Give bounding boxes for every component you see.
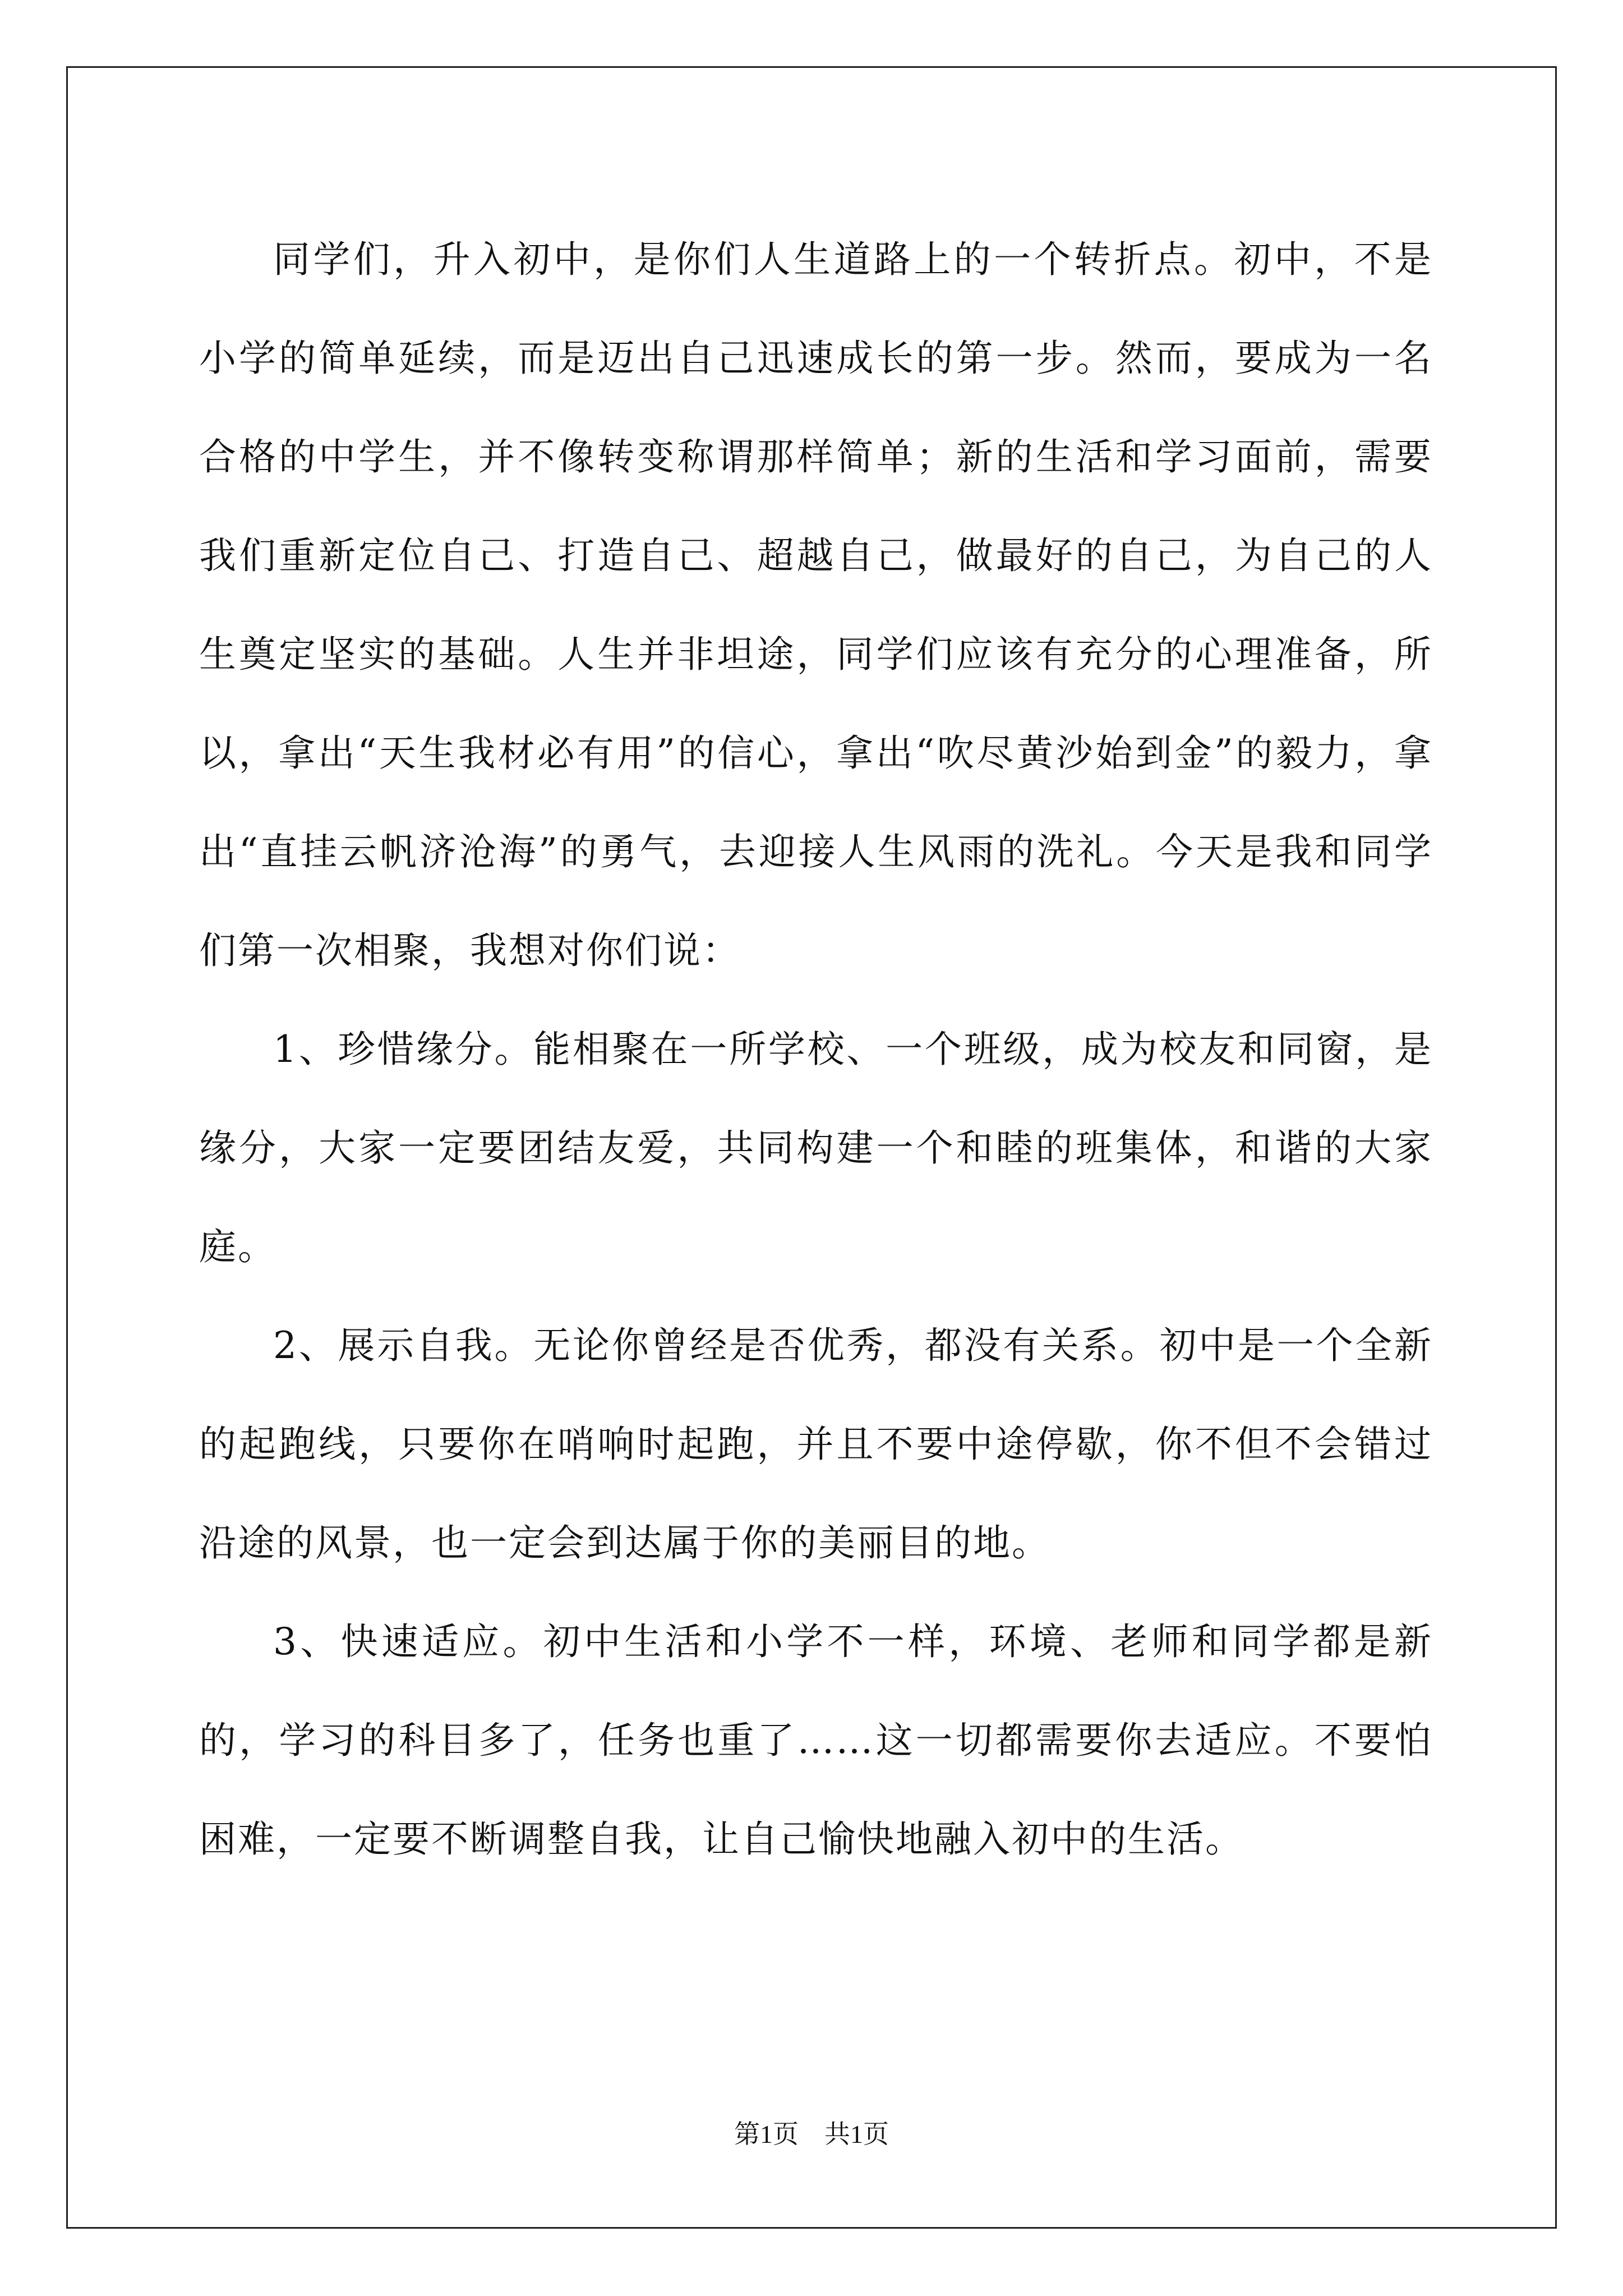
point-2-paragraph: 2、展示自我。无论你曾经是否优秀，都没有关系。初中是一个全新的起跑线，只要你在哨响时起跑，并且不要中途停歇，你不但不会错过沿途的风景，也一定会到达属于你的美丽目的地。 — [199, 1324, 1433, 1565]
intro-paragraph: 同学们，升入初中，是你们人生道路上的一个转折点。初中，不是小学的简单延续，而是迈出自己迅速成长的第一步。然而，要成为一名合格的中学生，并不像转变称谓那样简单；新的生活和学习面前，需要我们重新定位自己、打造自己、超越自己，做最好的自己，为自己的人生奠定坚实的基础。人生并非坦途，同学们应该有充分的心理准备，所以，拿出“天生我材必有用”的信心，拿出“吹尽黄沙始到金”的毅力，拿出“直挂云帆济沧海”的勇气，去迎接人生风雨的洗礼。今天是我和同学们第一次相聚，我想对你们说： — [199, 238, 1433, 972]
point-1-paragraph: 1、珍惜缘分。能相聚在一所学校、一个班级，成为校友和同窗，是缘分，大家一定要团结友爱，共同构建一个和睦的班集体，和谐的大家庭。 — [199, 1028, 1433, 1268]
document-body — [199, 210, 1433, 1889]
page-number-footer: 第1页 共1页 — [734, 2120, 889, 2148]
point-3-paragraph: 3、快速适应。初中生活和小学不一样，环境、老师和同学都是新的，学习的科目多了，任务也重了……这一切都需要你去适应。不要怕困难，一定要不断调整自我，让自己愉快地融入初中的生活。 — [199, 1620, 1433, 1861]
